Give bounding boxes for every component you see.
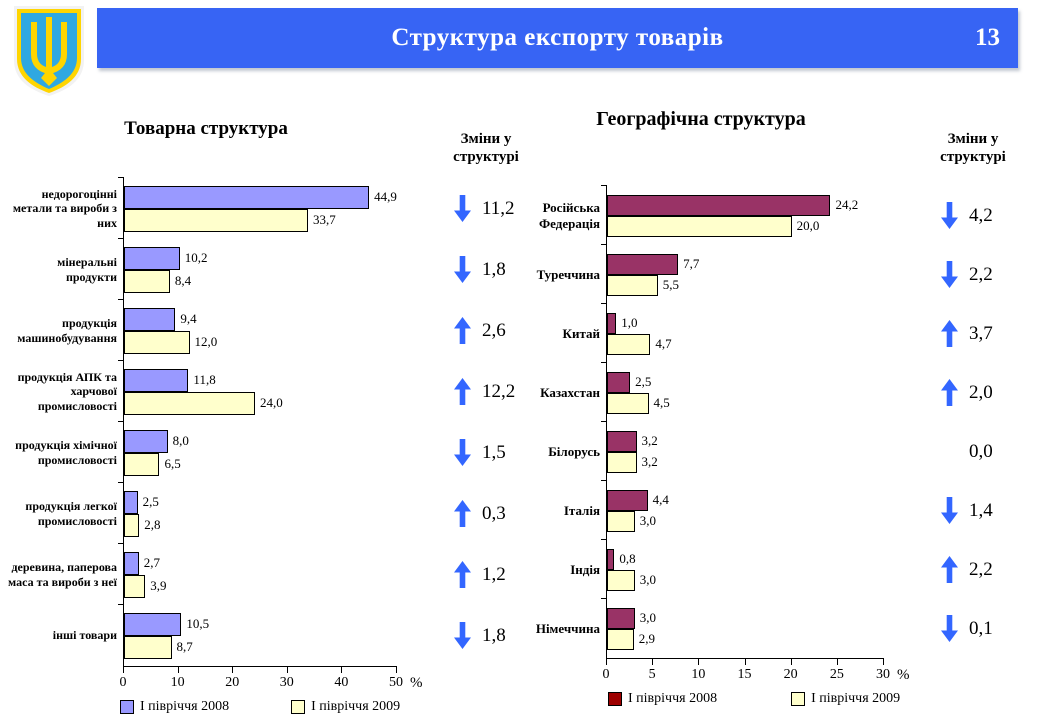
chart-legend bbox=[608, 691, 932, 707]
bar-series-2 bbox=[607, 511, 635, 532]
axis-tick-label: 30 bbox=[876, 667, 890, 682]
bar-line bbox=[607, 393, 884, 414]
bar-series-2 bbox=[124, 636, 172, 659]
bar-series-2 bbox=[124, 453, 159, 476]
bar-series-1 bbox=[607, 549, 614, 570]
bar-series-1 bbox=[124, 186, 369, 209]
bar-line bbox=[607, 452, 884, 473]
bar-group bbox=[124, 422, 397, 483]
bar-value-label: 4,4 bbox=[652, 492, 669, 507]
bar-series-2 bbox=[124, 209, 308, 232]
legend-label: І півріччя 2008 bbox=[628, 691, 718, 706]
legend-item bbox=[608, 691, 717, 707]
axis-tick-label: 50 bbox=[389, 675, 403, 690]
bar-series-1 bbox=[607, 490, 648, 511]
change-value: 1,8 bbox=[482, 624, 506, 646]
legend-marker-icon bbox=[291, 700, 305, 714]
bar-line bbox=[124, 331, 397, 354]
up-arrow-icon bbox=[941, 320, 958, 347]
change-row bbox=[916, 422, 1030, 481]
category-label: Білорусь bbox=[548, 443, 600, 459]
axis-tick-label: 0 bbox=[119, 675, 127, 690]
down-arrow-icon bbox=[454, 195, 471, 222]
bar-line bbox=[607, 629, 884, 650]
change-value: 2,2 bbox=[969, 558, 993, 580]
x-axis-unit-label: % bbox=[410, 675, 423, 691]
change-value: 1,5 bbox=[482, 441, 506, 463]
bar-value-label: 3,0 bbox=[639, 513, 656, 528]
bar-value-label: 4,5 bbox=[653, 395, 670, 410]
chart-plot-area bbox=[530, 186, 932, 659]
bar-value-label: 8,4 bbox=[174, 273, 192, 288]
bar-group bbox=[124, 300, 397, 361]
change-value: 1,4 bbox=[969, 499, 993, 521]
bar-line bbox=[124, 430, 397, 453]
bar-group bbox=[607, 481, 884, 540]
up-arrow-icon bbox=[454, 317, 471, 344]
bar-line bbox=[607, 431, 884, 452]
change-value: 2,2 bbox=[969, 263, 993, 285]
category-label: Італія bbox=[563, 502, 600, 518]
change-row bbox=[916, 540, 1030, 599]
axis-tick-label: 15 bbox=[737, 667, 752, 682]
legend-marker-icon bbox=[791, 692, 805, 706]
bar-line bbox=[124, 514, 397, 537]
change-row bbox=[434, 544, 538, 605]
bar-series-1 bbox=[124, 369, 188, 392]
axis-tick-label: 10 bbox=[170, 675, 185, 690]
bar-series-1 bbox=[124, 308, 175, 331]
bar-group bbox=[607, 304, 884, 363]
change-row bbox=[434, 422, 538, 483]
bar-series-2 bbox=[607, 629, 634, 650]
change-value: 1,8 bbox=[482, 258, 506, 280]
bar-value-label: 11,8 bbox=[193, 372, 216, 387]
bars-column bbox=[123, 178, 397, 667]
axis-tick-label: 5 bbox=[648, 667, 656, 682]
bar-value-label: 7,7 bbox=[683, 256, 700, 271]
bar-line bbox=[124, 453, 397, 476]
bar-value-label: 33,7 bbox=[313, 212, 336, 227]
bar-series-1 bbox=[124, 613, 181, 636]
up-arrow-icon bbox=[454, 378, 471, 405]
bar-value-label: 2,7 bbox=[143, 555, 160, 570]
up-arrow-icon bbox=[941, 556, 958, 583]
change-value: 0,1 bbox=[969, 617, 993, 639]
bar-line bbox=[607, 570, 884, 591]
change-value: 3,7 bbox=[969, 322, 993, 344]
change-row bbox=[916, 481, 1030, 540]
bar-series-2 bbox=[607, 452, 637, 473]
category-label: продукція легкої промисловості bbox=[25, 499, 117, 528]
bar-value-label: 6,5 bbox=[164, 456, 181, 471]
category-label: інші товари bbox=[52, 628, 117, 643]
bar-series-1 bbox=[607, 195, 830, 216]
bar-group bbox=[124, 544, 397, 605]
no-arrow bbox=[941, 438, 958, 465]
bar-series-2 bbox=[124, 270, 170, 293]
legend-item bbox=[120, 699, 229, 715]
bar-group bbox=[607, 599, 884, 658]
down-arrow-icon bbox=[941, 497, 958, 524]
bar-line bbox=[124, 491, 397, 514]
bar-series-2 bbox=[607, 570, 635, 591]
geographic-structure-chart bbox=[530, 98, 932, 707]
category-label: Китай bbox=[562, 325, 600, 341]
category-label: Казахстан bbox=[540, 384, 600, 400]
bar-value-label: 10,5 bbox=[186, 616, 210, 631]
commodity-structure-chart bbox=[8, 110, 444, 715]
change-row bbox=[434, 605, 538, 666]
bar-value-label: 12,0 bbox=[194, 334, 218, 349]
bar-series-1 bbox=[607, 372, 630, 393]
changes-header: Зміни у структурі bbox=[940, 131, 1006, 165]
geographic-changes-column bbox=[916, 130, 1030, 658]
bar-line bbox=[124, 209, 397, 232]
x-axis-unit-label: % bbox=[897, 667, 910, 683]
category-labels-column bbox=[530, 186, 606, 659]
bar-value-label: 3,9 bbox=[150, 578, 167, 593]
category-label: продукція машинобудування bbox=[17, 316, 117, 345]
bar-series-2 bbox=[124, 392, 255, 415]
chart-title: Товарна структура bbox=[124, 118, 288, 139]
bar-series-1 bbox=[124, 491, 138, 514]
category-label: деревина, паперова маса та вироби з неї bbox=[8, 560, 117, 589]
change-row bbox=[916, 186, 1030, 245]
bar-value-label: 10,2 bbox=[184, 250, 208, 265]
axis-tick bbox=[396, 667, 397, 673]
category-label: Індія bbox=[570, 561, 600, 577]
bars-column bbox=[606, 186, 884, 659]
change-value: 1,2 bbox=[482, 563, 506, 585]
bar-line bbox=[607, 490, 884, 511]
x-axis-tick-labels bbox=[602, 665, 890, 683]
bar-line bbox=[607, 275, 884, 296]
down-arrow-icon bbox=[454, 439, 471, 466]
bar-value-label: 4,7 bbox=[655, 336, 672, 351]
x-axis bbox=[119, 667, 423, 691]
bar-series-2 bbox=[607, 216, 792, 237]
bar-line bbox=[124, 369, 397, 392]
change-value: 2,6 bbox=[482, 319, 506, 341]
bar-line bbox=[607, 313, 884, 334]
bar-series-1 bbox=[607, 608, 635, 629]
change-row bbox=[434, 239, 538, 300]
legend-marker-icon bbox=[608, 692, 622, 706]
bar-line bbox=[607, 195, 884, 216]
bar-line bbox=[607, 511, 884, 532]
bar-value-label: 9,4 bbox=[180, 311, 197, 326]
category-label: Німеччина bbox=[535, 620, 600, 636]
bar-line bbox=[124, 270, 397, 293]
bar-series-2 bbox=[124, 331, 190, 354]
bar-line bbox=[607, 549, 884, 570]
bar-group bbox=[607, 540, 884, 599]
down-arrow-icon bbox=[454, 256, 471, 283]
coat-of-arms bbox=[6, 2, 92, 98]
bar-group bbox=[124, 483, 397, 544]
x-axis bbox=[602, 659, 910, 683]
bar-value-label: 2,5 bbox=[635, 374, 652, 389]
bar-line bbox=[607, 334, 884, 355]
change-row bbox=[434, 178, 538, 239]
change-value: 12,2 bbox=[482, 380, 516, 402]
bar-value-label: 20,0 bbox=[796, 218, 820, 233]
bar-value-label: 1,0 bbox=[621, 315, 638, 330]
bar-group bbox=[607, 422, 884, 481]
axis-tick-label: 0 bbox=[602, 667, 610, 682]
legend-label: І півріччя 2009 bbox=[811, 691, 901, 706]
change-row bbox=[916, 245, 1030, 304]
bar-series-2 bbox=[607, 393, 649, 414]
change-row bbox=[434, 483, 538, 544]
bar-series-1 bbox=[124, 430, 168, 453]
change-row bbox=[434, 361, 538, 422]
change-row bbox=[916, 304, 1030, 363]
change-row bbox=[916, 599, 1030, 658]
down-arrow-icon bbox=[941, 615, 958, 642]
chart-plot-area bbox=[8, 178, 444, 667]
bar-value-label: 3,2 bbox=[641, 433, 658, 448]
legend-label: І півріччя 2009 bbox=[311, 699, 401, 714]
changes-rows bbox=[434, 178, 538, 666]
up-arrow-icon bbox=[454, 561, 471, 588]
bar-value-label: 8,7 bbox=[176, 639, 193, 654]
bar-series-2 bbox=[607, 334, 650, 355]
bar-line bbox=[124, 636, 397, 659]
bar-line bbox=[124, 392, 397, 415]
bar-value-label: 24,2 bbox=[835, 197, 859, 212]
page-number: 13 bbox=[975, 24, 1000, 51]
bar-line bbox=[607, 216, 884, 237]
category-label: Туреччина bbox=[536, 266, 600, 282]
bar-line bbox=[124, 613, 397, 636]
axis-tick bbox=[883, 659, 884, 665]
bar-value-label: 0,8 bbox=[619, 551, 636, 566]
down-arrow-icon bbox=[941, 202, 958, 229]
bar-line bbox=[124, 308, 397, 331]
category-labels-column bbox=[8, 178, 123, 667]
title-bar bbox=[97, 8, 1018, 68]
bar-series-1 bbox=[124, 247, 180, 270]
legend-item bbox=[791, 691, 900, 707]
bar-line bbox=[124, 247, 397, 270]
change-value: 11,2 bbox=[482, 197, 515, 219]
bar-value-label: 8,0 bbox=[172, 433, 189, 448]
bar-value-label: 5,5 bbox=[662, 277, 680, 292]
bar-group bbox=[607, 186, 884, 245]
down-arrow-icon bbox=[454, 622, 471, 649]
bar-value-label: 3,2 bbox=[641, 454, 658, 469]
bar-group bbox=[124, 178, 397, 239]
bar-series-1 bbox=[607, 254, 678, 275]
axis-tick-label: 20 bbox=[783, 667, 798, 682]
changes-rows bbox=[916, 186, 1030, 658]
bar-value-label: 24,0 bbox=[260, 395, 283, 410]
category-label: мінеральні продукти bbox=[57, 255, 117, 284]
commodity-changes-column bbox=[434, 130, 538, 666]
chart-legend bbox=[120, 699, 444, 715]
change-row bbox=[916, 363, 1030, 422]
category-label: продукція хімічної промисловості bbox=[15, 438, 117, 467]
bar-series-2 bbox=[124, 514, 139, 537]
bar-group bbox=[124, 605, 397, 666]
bar-series-2 bbox=[124, 575, 145, 598]
chart-title: Географічна структура bbox=[596, 108, 806, 130]
trident-emblem-icon bbox=[6, 2, 92, 98]
bar-series-1 bbox=[124, 552, 139, 575]
axis-tick-label: 40 bbox=[334, 675, 349, 690]
bar-value-label: 3,0 bbox=[639, 610, 656, 625]
bar-value-label: 44,9 bbox=[374, 189, 397, 204]
up-arrow-icon bbox=[454, 500, 471, 527]
legend-label: І півріччя 2008 bbox=[140, 699, 230, 714]
category-label: продукція АПК та харчової промисловості bbox=[17, 369, 117, 413]
legend-marker-icon bbox=[120, 700, 134, 714]
category-label: Російська Федерація bbox=[539, 199, 600, 231]
bar-group bbox=[124, 239, 397, 300]
bar-line bbox=[607, 608, 884, 629]
bar-group bbox=[607, 245, 884, 304]
bar-value-label: 2,8 bbox=[144, 517, 161, 532]
bar-value-label: 3,0 bbox=[639, 572, 656, 587]
bar-line bbox=[607, 254, 884, 275]
change-value: 0,0 bbox=[969, 440, 993, 462]
down-arrow-icon bbox=[941, 261, 958, 288]
change-row bbox=[434, 300, 538, 361]
bar-line bbox=[124, 575, 397, 598]
changes-header: Зміни у структурі bbox=[453, 131, 519, 165]
legend-item bbox=[291, 699, 400, 715]
bar-group bbox=[607, 363, 884, 422]
change-value: 4,2 bbox=[969, 204, 993, 226]
slide-title: Структура експорту товарів bbox=[391, 24, 724, 51]
axis-tick-label: 20 bbox=[225, 675, 240, 690]
axis-tick-label: 25 bbox=[829, 667, 844, 682]
bar-value-label: 2,9 bbox=[638, 631, 656, 646]
bar-line bbox=[124, 552, 397, 575]
bar-group bbox=[124, 361, 397, 422]
up-arrow-icon bbox=[941, 379, 958, 406]
axis-tick-label: 30 bbox=[279, 675, 294, 690]
bar-value-label: 2,5 bbox=[142, 494, 159, 509]
axis-tick-label: 10 bbox=[691, 667, 706, 682]
bar-series-1 bbox=[607, 313, 616, 334]
x-axis-tick-labels bbox=[119, 673, 403, 691]
category-label: недорогоцінні метали та вироби з них bbox=[12, 186, 117, 230]
bar-line bbox=[124, 186, 397, 209]
bar-series-1 bbox=[607, 431, 637, 452]
change-value: 2,0 bbox=[969, 381, 993, 403]
change-value: 0,3 bbox=[482, 502, 506, 524]
bar-line bbox=[607, 372, 884, 393]
bar-series-2 bbox=[607, 275, 658, 296]
